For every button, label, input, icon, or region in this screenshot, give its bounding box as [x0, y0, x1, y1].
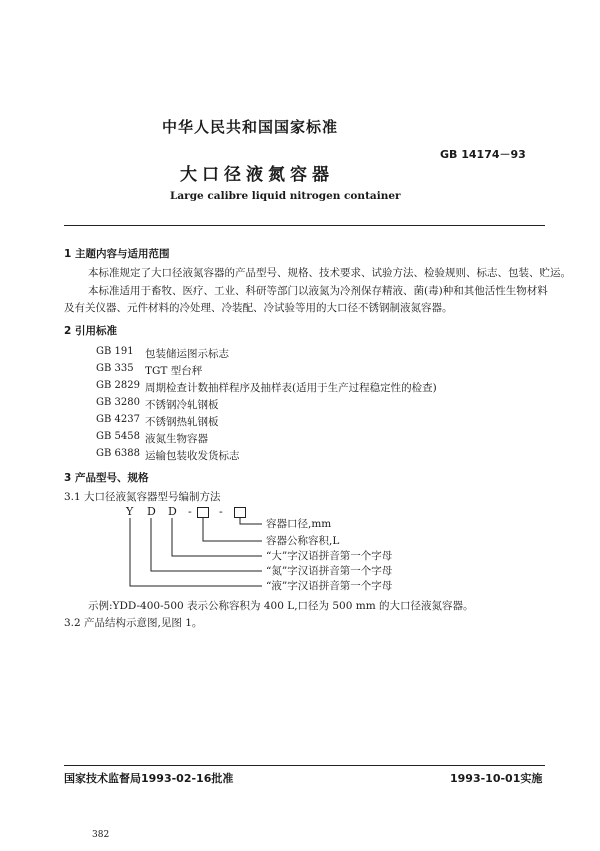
section-2-heading: 2 引用标准: [64, 325, 117, 337]
section-1-heading: 1 主题内容与适用范围: [64, 248, 170, 260]
reference-code: GB 6388: [96, 448, 140, 459]
reference-code: GB 5458: [96, 431, 140, 442]
national-standard-title: 中华人民共和国国家标准: [162, 118, 339, 136]
reference-title: 不锈钢热轧钢板: [145, 416, 219, 428]
model-letter: D: [168, 505, 177, 518]
section-3-heading: 3 产品型号、规格: [64, 472, 149, 484]
footer-divider: [64, 765, 545, 766]
model-example: 示例:YDD-400-500 表示公称容积为 400 L,口径为 500 mm 的大口径液氮容器。: [88, 600, 474, 612]
reference-title: 包装储运图示标志: [145, 348, 229, 360]
approval-statement: 国家技术监督局1993-02-16批准: [64, 772, 234, 785]
reference-code: GB 191: [96, 346, 134, 357]
model-label-diameter: 容器口径,mm: [266, 518, 332, 530]
reference-title: 运输包装收发货标志: [145, 450, 240, 462]
section-3-2-heading: 3.2 产品结构示意图,见图 1。: [64, 617, 203, 629]
reference-code: GB 335: [96, 363, 134, 374]
model-dash: -: [188, 505, 192, 518]
model-label-capacity: 容器公称容积,L: [266, 535, 340, 547]
reference-code: GB 3280: [96, 397, 140, 408]
reference-code: GB 2829: [96, 380, 140, 391]
model-label-dan: “氮”字汉语拼音第一个字母: [266, 565, 393, 577]
section-1-para-1: 本标准规定了大口径液氮容器的产品型号、规格、技术要求、试验方法、检验规则、标志、包装、贮运。: [88, 267, 571, 279]
reference-title: 不锈钢冷轧钢板: [145, 399, 219, 411]
reference-code: GB 4237: [96, 414, 140, 425]
model-dash: -: [219, 505, 223, 518]
model-label-ye: “液”字汉语拼音第一个字母: [266, 580, 393, 592]
model-letter: D: [147, 505, 156, 518]
document-title-cn: 大口径液氮容器: [180, 165, 334, 185]
document-title-en: Large calibre liquid nitrogen container: [170, 190, 401, 202]
standard-number: GB 14174－93: [440, 148, 526, 161]
section-3-1-heading: 3.1 大口径液氮容器型号编制方法: [64, 491, 221, 503]
reference-title: TGT 型台秤: [145, 365, 203, 377]
reference-title: 液氮生物容器: [145, 433, 208, 445]
model-letter: Y: [126, 505, 134, 518]
page-number: 382: [92, 830, 110, 840]
model-label-da: “大”字汉语拼音第一个字母: [266, 550, 393, 562]
reference-title: 周期检查计数抽样程序及抽样表(适用于生产过程稳定性的检查): [145, 382, 437, 394]
effective-date: 1993-10-01实施: [450, 772, 543, 785]
section-1-para-2-line-1: 本标准适用于畜牧、医疗、工业、科研等部门以液氮为冷剂保存精液、菌(毒)种和其他活性生物材料: [88, 285, 548, 297]
section-1-para-2-line-2: 及有关仪器、元件材料的冷处理、冷装配、冷试验等用的大口径不锈钢制液氮容器。: [64, 302, 453, 314]
